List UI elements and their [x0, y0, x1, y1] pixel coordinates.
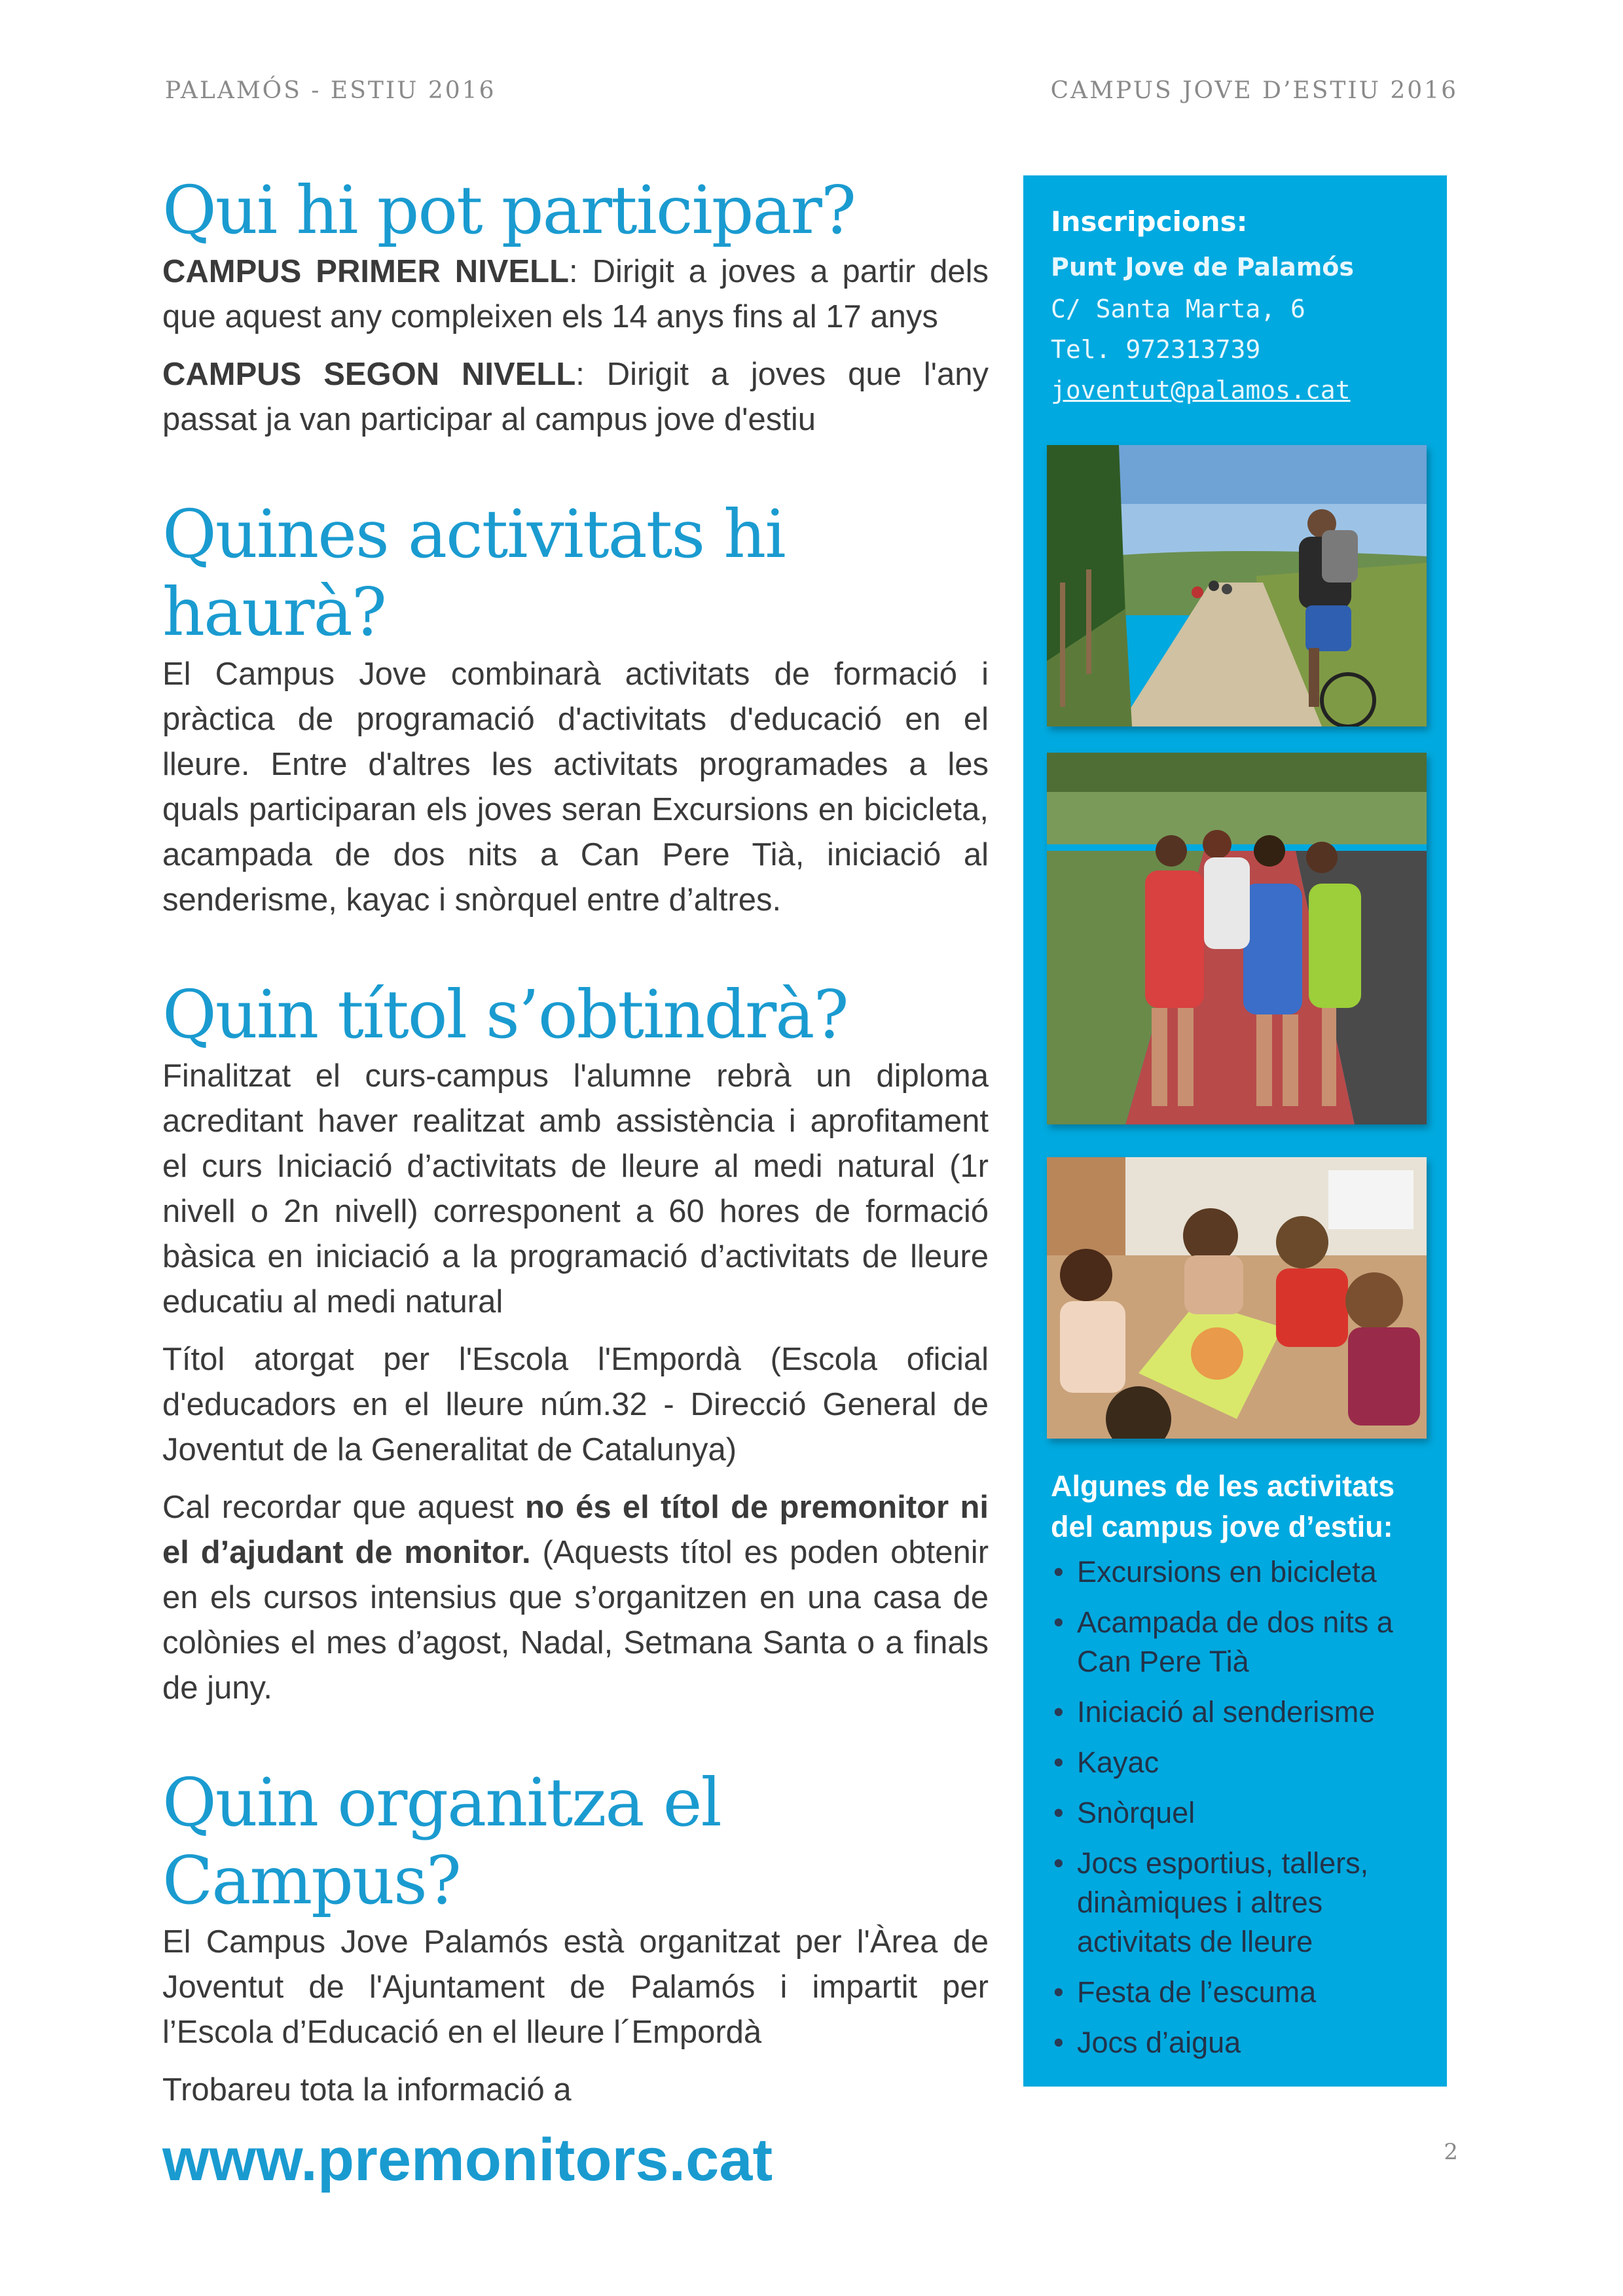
- activities-box-title: Algunes de les activitats del campus jove d’estiu:: [1051, 1469, 1395, 1543]
- activities-paragraph: El Campus Jove combinarà activitats de formació i pràctica de programació d'activitats d'educació en el lleure. Entre d'altres les activitats programades a les quals participaran els joves seran Excursions en bicicleta, acampada de dos nits a Can Pere Tià, iniciació al senderisme, kayac i snòrquel entre d’altres.: [162, 656, 989, 918]
- main-column: [162, 171, 989, 2193]
- sidebar: [1023, 175, 1447, 2087]
- page-number: 2: [1444, 2139, 1458, 2165]
- inscriptions-address: C/ Santa Marta, 6: [1051, 295, 1305, 323]
- activity-item: • Acampada de dos nits a Can Pere Tià: [1051, 1603, 1431, 1681]
- activity-item: • Iniciació al senderisme: [1051, 1693, 1431, 1732]
- header-right: CAMPUS JOVE D’ESTIU 2016: [1050, 77, 1458, 104]
- photo-hiking: [1047, 753, 1427, 1124]
- diploma-note-post: (Aquests títol es poden obtenir en els cursos intensius que s’organitzen en una casa de colònies el mes d’agost, Nadal, Setmana Santa o a finals de juny.: [162, 1534, 989, 1706]
- level2-label: CAMPUS SEGON NIVELL: [162, 357, 576, 393]
- inscriptions-phone: Tel. 972313739: [1051, 335, 1261, 364]
- participants-level1: [162, 249, 989, 340]
- activity-item: • Excursions en bicicleta: [1051, 1552, 1431, 1592]
- photo-cycling: [1047, 445, 1427, 726]
- section-title-participants: Qui hi pot participar?: [162, 171, 856, 249]
- activity-item: • Festa de l’escuma: [1051, 1973, 1431, 2012]
- participants-level2: [162, 352, 989, 442]
- organizer-info: Trobareu tota la informació a: [162, 2072, 572, 2108]
- photo-workshop: [1047, 1157, 1427, 1439]
- activity-item: • Snòrquel: [1051, 1793, 1431, 1833]
- diploma-paragraph-3: [162, 1485, 989, 1711]
- diploma-paragraph-1: Finalitzat el curs-campus l'alumne rebrà un diploma acreditant haver realitzat amb assistència i aprofitament el curs Iniciació d’activitats de lleure al medi natural (1r nivell o 2n nivell) corresponent a 60 hores de formació bàsica en iniciació a la programació d’activitats de lleure educatiu al medi natural: [162, 1058, 989, 1319]
- organizer-paragraph: El Campus Jove Palamós està organitzat per l'Àrea de Joventut de l'Ajuntament de Palamós i impartit per l’Escola d’Educació en el lleure l´Empordà: [162, 1924, 989, 2051]
- activity-item: • Jocs d’aigua: [1051, 2023, 1431, 2062]
- activity-item: • Kayac: [1051, 1743, 1431, 1782]
- section-title-activities: Quines activitats hi haurà?: [162, 495, 785, 651]
- inscriptions-place: Punt Jove de Palamós: [1051, 253, 1355, 281]
- level2-text: : Dirigit a joves que l'any passat ja van participar al campus jove d'estiu: [162, 357, 989, 438]
- level1-label: CAMPUS PRIMER NIVELL: [162, 254, 570, 290]
- section-title-diploma: Quin títol s’obtindrà?: [162, 975, 848, 1053]
- section-title-organizer: Quin organitza el Campus?: [162, 1763, 721, 1919]
- level1-text: : Dirigit a joves a partir dels que aquest any compleixen els 14 anys fins al 17 anys: [162, 254, 989, 335]
- header-left: PALAMÓS - ESTIU 2016: [165, 77, 496, 104]
- activities-list: [1051, 1552, 1431, 2073]
- website-link[interactable]: www.premonitors.cat: [162, 2126, 773, 2194]
- inscriptions-title: Inscripcions:: [1051, 206, 1248, 238]
- diploma-note-pre: Cal recordar que aquest: [162, 1489, 525, 1525]
- diploma-note-bold: no és el títol de premonitor ni el d’ajudant de monitor.: [162, 1489, 989, 1570]
- inscriptions-email[interactable]: joventut@palamos.cat: [1051, 376, 1351, 404]
- activity-item: • Jocs esportius, tallers, dinàmiques i altres activitats de lleure: [1051, 1844, 1431, 1962]
- diploma-paragraph-2: Títol atorgat per l'Escola l'Empordà (Escola oficial d'educadors en el lleure núm.32 - Direcció General de Joventut de la Generalitat de Catalunya): [162, 1341, 989, 1467]
